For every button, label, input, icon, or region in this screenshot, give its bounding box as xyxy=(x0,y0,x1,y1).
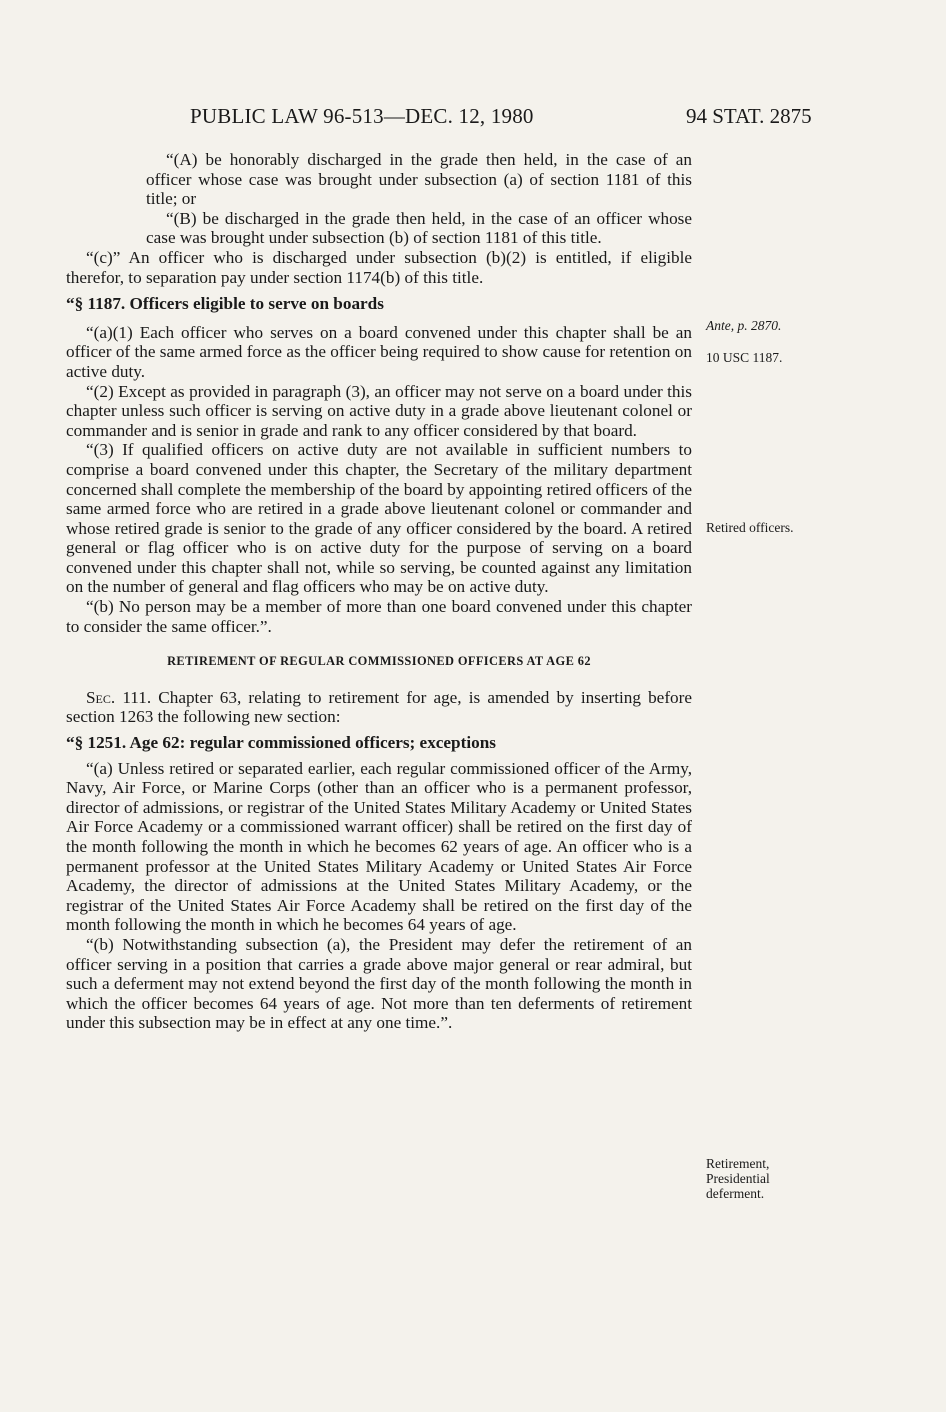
section-1187-heading: “§ 1187. Officers eligible to serve on boards xyxy=(66,294,384,314)
section-111-paragraph xyxy=(66,688,692,727)
document-body xyxy=(66,150,692,1033)
margin-note-ante xyxy=(706,318,781,333)
sec-label: Sec. xyxy=(86,687,116,707)
running-header-title: PUBLIC LAW 96-513—DEC. 12, 1980 xyxy=(190,104,534,128)
paragraph-a: “(A) be honorably discharged in the grade then held, in the case of an officer whose case was brought under subsection (a) of section 1181 of this title; or xyxy=(146,150,692,209)
margin-note-retirement-line1: Retirement, xyxy=(706,1156,770,1171)
paragraph-3: “(3) If qualified officers on active duty are not available in sufficient numbers to comprise a board convened under this chapter, the Secretary of the military department concerned shall complete the membership of the board by appointing retired officers of the same armed force who are retired in a grade above lieutenant colonel or commander and whose retired grade is senior to the grade of any officer considered by the board. A retired general or flag officer who is on active duty for the purpose of serving on a board convened under this chapter shall not, while so serving, be counted against any limitation on the number of general and flag officers who may be on active duty. xyxy=(66,440,692,597)
paragraph-c: “(c)” An officer who is discharged under subsection (b)(2) is entitled, if eligible therefor, to separation pay under section 1174(b) of this title. xyxy=(66,247,692,287)
paragraph-1251-b: “(b) Notwithstanding subsection (a), the President may defer the retirement of an officer serving in a position that carries a grade above major general or rear admiral, but such a deferment may not extend beyond the first day of the month following the month in which the officer becomes 64 years of age. Not more than ten deferments of retirement under this subsection may be in effect at any one time.”. xyxy=(66,934,692,1033)
margin-note-usc: 10 USC 1187. xyxy=(706,350,783,365)
margin-note-retirement xyxy=(706,1156,770,1201)
paragraph-1251-a: “(a) Unless retired or separated earlier, each regular commissioned officer of the Army, Navy, Air Force, or Marine Corps (other than an officer who is a permanent professor, director of admissions, or registrar of the United States Military Academy or United States Air Force Academy or a commissioned warrant officer) shall be retired on the first day of the month following the month in which he becomes 62 years of age. An officer who is a permanent professor at the United States Military Academy or United States Air Force Academy, the director of admissions at the United States Military Academy, or the registrar of the United States Air Force Academy shall be retired on the first day of the month following the month in which he becomes 64 years of age. xyxy=(66,758,692,935)
margin-note-retirement-line3: deferment. xyxy=(706,1186,765,1201)
section-111-text: 111. Chapter 63, relating to retirement for age, is amended by inserting before section 1263 the following new section: xyxy=(66,687,692,727)
paragraph-b: “(B) be discharged in the grade then held, in the case of an officer whose case was brought under subsection (b) of section 1181 of this title. xyxy=(146,208,692,248)
paragraph-a1: “(a)(1) Each officer who serves on a board convened under this chapter shall be an officer of the same armed force as the officer being required to show cause for retention on active duty. xyxy=(66,322,692,381)
retirement-caps-heading: RETIREMENT OF REGULAR COMMISSIONED OFFICERS AT AGE 62 xyxy=(167,654,591,669)
margin-note-retired-officers: Retired officers. xyxy=(706,520,794,535)
margin-note-retirement-line2: Presidential xyxy=(706,1171,770,1186)
section-1251-heading: “§ 1251. Age 62: regular commissioned officers; exceptions xyxy=(66,733,496,753)
margin-note-ante-text: Ante, p. 2870. xyxy=(706,318,782,333)
running-header-page: 94 STAT. 2875 xyxy=(686,104,812,128)
paragraph-2: “(2) Except as provided in paragraph (3), an officer may not serve on a board under this chapter unless such officer is serving on active duty in a grade above lieutenant colonel or commander and is senior in grade and rank to any officer considered by that board. xyxy=(66,381,692,440)
paragraph-b-1187: “(b) No person may be a member of more than one board convened under this chapter to consider the same officer.”. xyxy=(66,597,692,636)
